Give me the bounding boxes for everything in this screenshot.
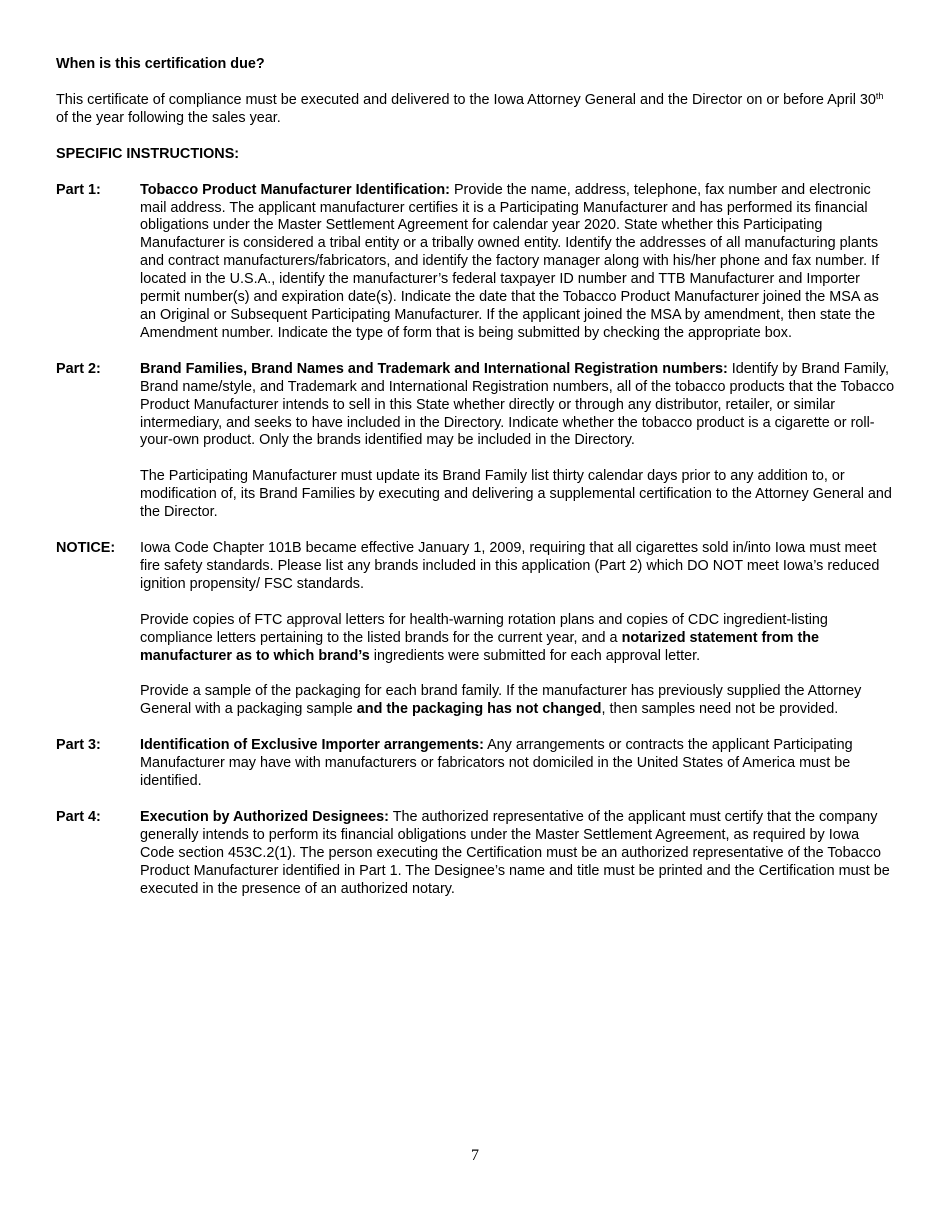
- page-number: 7: [471, 1147, 479, 1164]
- part-1-text: Provide the name, address, telephone, fax number and electronic mail address. The applicant manufacturer certifies it is a Participating Manufacturer and has performed its financial obligations under the Master Settlement Agreement for calendar year 2020. State whether this Participating Manufacturer is considered a tribal entity or a tribally owned entity. Identify the addresses of all manufacturing plants and contract manufacturers/fabricators, and identify the factory manager along with his/her phone and fax number. If located in the U.S.A., identify the manufacturer’s federal taxpayer ID number and TTB Manufacturer and Importer permit number(s) and expiration date(s). Indicate the date that the Tobacco Product Manufacturer joined the MSA as an Original or Subsequent Participating Manufacturer. If the applicant joined the MSA by amendment, then state the Amendment number. Indicate the type of form that is being submitted by checking the appropriate box.: [140, 181, 880, 341]
- due-heading: When is this certification due?: [56, 56, 265, 72]
- part-2-title: Brand Families, Brand Names and Trademark and International Registration numbers:: [140, 360, 728, 377]
- part-4-label: Part 4:: [56, 809, 101, 825]
- part-2-text-2: The Participating Manufacturer must update its Brand Family list thirty calendar days prior to any addition to, or modification of, its Brand Families by executing and delivering a supplemental certification to the Attorney General and the Director.: [140, 468, 892, 521]
- part-4-section: [56, 809, 896, 899]
- notice-text-2a: Provide copies of FTC approval letters for health-warning rotation plans and copies of CDC ingredient-listing compliance letters pertaining to the listed brands for the current year, and a: [140, 611, 828, 646]
- document-page: [56, 56, 896, 899]
- part-4-title: Execution by Authorized Designees:: [140, 809, 389, 825]
- part-3-title: Identification of Exclusive Importer arrangements:: [140, 737, 484, 754]
- specific-instructions-heading: SPECIFIC INSTRUCTIONS:: [56, 145, 240, 162]
- due-paragraph: [56, 92, 896, 128]
- part-2-text: Identify by Brand Family, Brand name/style, and Trademark and International Registration numbers, all of the tobacco products that the Tobacco Product Manufacturer intends to sell in this State whether directly or through any distributor, retailer, or similar intermediary, and seeks to have included in the Directory. Indicate whether the tobacco product is a cigarette or roll-your-own product. Only the brands identified may be included in the Directory.: [140, 360, 895, 449]
- part-3-label: Part 3:: [56, 737, 101, 754]
- notice-body: [140, 540, 896, 719]
- part-2-section: [56, 361, 896, 522]
- part-1-section: [56, 182, 896, 343]
- part-4-text: The authorized representative of the applicant must certify that the company generally intends to perform its financial obligations under the Master Settlement Agreement, as required by Iowa Code section 453C.2(1). The person executing the Certification must be an authorized representative of the Tobacco Product Manufacturer identified in Part 1. The Designee’s name and title must be printed and the Certification must be executed in the presence of an authorized notary.: [140, 809, 890, 897]
- notice-text-2b: ingredients were submitted for each approval letter.: [369, 647, 701, 664]
- notice-text-3a: Provide a sample of the packaging for each brand family. If the manufacturer has previously supplied the Attorney General with a packaging sample: [140, 683, 862, 718]
- notice-paragraph-3: [140, 683, 896, 719]
- due-text-b: of the year following the sales year.: [56, 109, 281, 126]
- part-1-title: Tobacco Product Manufacturer Identification:: [140, 181, 450, 198]
- part-2-body: [140, 361, 896, 522]
- notice-section: [56, 540, 896, 719]
- part-2-label: Part 2:: [56, 360, 101, 377]
- part-3-body: [140, 737, 896, 791]
- part-3-section: [56, 737, 896, 791]
- notice-paragraph-2: [140, 612, 896, 666]
- notice-text-1: Iowa Code Chapter 101B became effective January 1, 2009, requiring that all cigarettes sold in/into Iowa must meet fire safety standards. Please list any brands included in this application (Part 2) which DO NOT meet Iowa’s reduced ignition propensity/ FSC standards.: [140, 540, 880, 592]
- notice-text-3-bold: and the packaging has not changed: [356, 701, 602, 718]
- notice-text-3b: , then samples need not be provided.: [601, 701, 839, 718]
- part-1-body: [140, 182, 896, 343]
- due-text-sup: th: [875, 90, 884, 101]
- notice-text-2-bold: notarized statement from the manufacturer as to which brand’s: [140, 629, 820, 664]
- due-text-a: This certificate of compliance must be executed and delivered to the Iowa Attorney General and the Director on or before April 30: [56, 91, 876, 108]
- part-1-label: Part 1:: [56, 181, 101, 198]
- part-4-body: [140, 809, 896, 899]
- part-3-text: Any arrangements or contracts the applicant Participating Manufacturer may have with manufacturers or fabricators not domiciled in the United States of America must be identified.: [140, 737, 853, 790]
- notice-label: NOTICE:: [56, 540, 116, 557]
